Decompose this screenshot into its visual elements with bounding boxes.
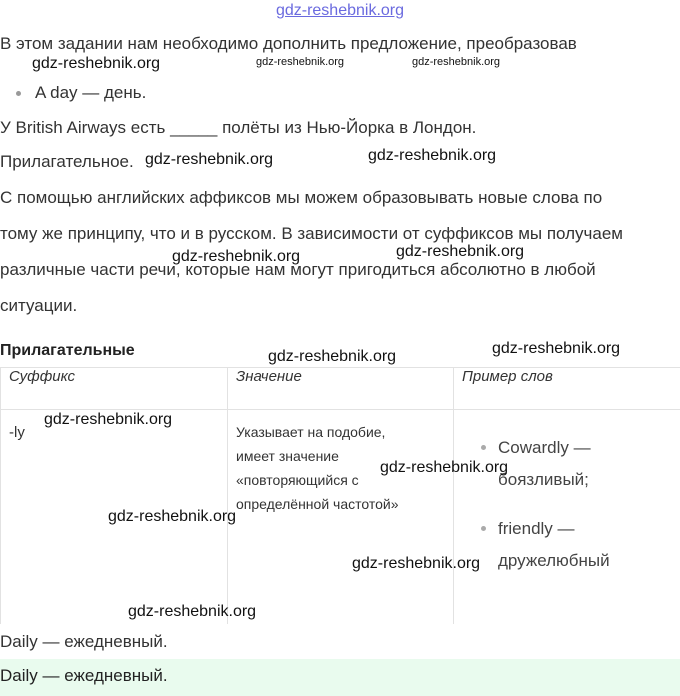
watermark-text: gdz-reshebnik.org xyxy=(268,348,397,365)
meaning-line: имеет значение xyxy=(236,448,339,464)
examples-list xyxy=(454,410,680,577)
table-row xyxy=(1,410,680,625)
meaning-cell xyxy=(228,410,454,625)
answer-text-plain: Daily — ежедневный. xyxy=(0,632,168,651)
example-word: Cowardly — xyxy=(498,438,591,457)
example-word: friendly — xyxy=(498,519,575,538)
suffix-value: -ly xyxy=(9,424,25,441)
meaning-line: определённой частотой» xyxy=(236,496,399,512)
answer-text-highlight: Daily — ежедневный. xyxy=(0,666,168,685)
site-header-link[interactable]: gdz-reshebnik.org xyxy=(275,2,405,19)
theory-line: тому же принципу, что и в русском. В зависимости от суффиксов мы получаем xyxy=(0,224,623,243)
watermark-text: gdz-reshebnik.org xyxy=(108,508,237,525)
bullet-dot xyxy=(16,91,21,96)
column-header: Суффикс xyxy=(1,368,228,410)
watermark-text: gdz-reshebnik.org xyxy=(368,147,497,164)
watermark-text: gdz-reshebnik.org xyxy=(145,151,274,168)
theory-line: различные части речи, которые нам могут пригодиться абсолютно в любой xyxy=(0,260,596,279)
column-header: Пример слов xyxy=(454,368,680,410)
list-item xyxy=(454,513,680,577)
watermark-text: gdz-reshebnik.org xyxy=(492,340,621,357)
intro-text: В этом задании нам необходимо дополнить предложение, преобразовав xyxy=(0,34,577,53)
watermark-text: gdz-reshebnik.org xyxy=(412,56,501,68)
watermark-text: gdz-reshebnik.org xyxy=(256,56,345,68)
meaning-line: Указывает на подобие, xyxy=(236,424,386,440)
examples-cell xyxy=(454,410,680,625)
bullet-dot xyxy=(481,526,486,531)
column-header: Значение xyxy=(228,368,454,410)
watermark-text: gdz-reshebnik.org xyxy=(32,55,161,72)
bullet-dot xyxy=(481,445,486,450)
example-translation: дружелюбный xyxy=(498,551,610,570)
watermark-text: gdz-reshebnik.org xyxy=(380,459,509,476)
watermark-text: gdz-reshebnik.org xyxy=(352,555,481,572)
watermark-text: gdz-reshebnik.org xyxy=(44,411,173,428)
example-translation: боязливый; xyxy=(498,470,589,489)
suffix-table xyxy=(0,367,680,624)
watermark-text: gdz-reshebnik.org xyxy=(172,248,301,265)
theory-line: С помощью английских аффиксов мы можем образовывать новые слова по xyxy=(0,188,603,207)
meaning-line: «повторяющийся с xyxy=(236,472,359,488)
part-of-speech-answer: Прилагательное. xyxy=(0,152,134,171)
section-title: Прилагательные xyxy=(0,342,135,359)
table-header-row xyxy=(1,368,680,410)
watermark-text: gdz-reshebnik.org xyxy=(396,243,525,260)
bullet-item: A day — день. xyxy=(35,83,147,102)
task-sentence: У British Airways есть _____ полёты из Нью-Йорка в Лондон. xyxy=(0,118,477,137)
theory-line: ситуации. xyxy=(0,296,78,315)
watermark-text: gdz-reshebnik.org xyxy=(128,603,257,620)
